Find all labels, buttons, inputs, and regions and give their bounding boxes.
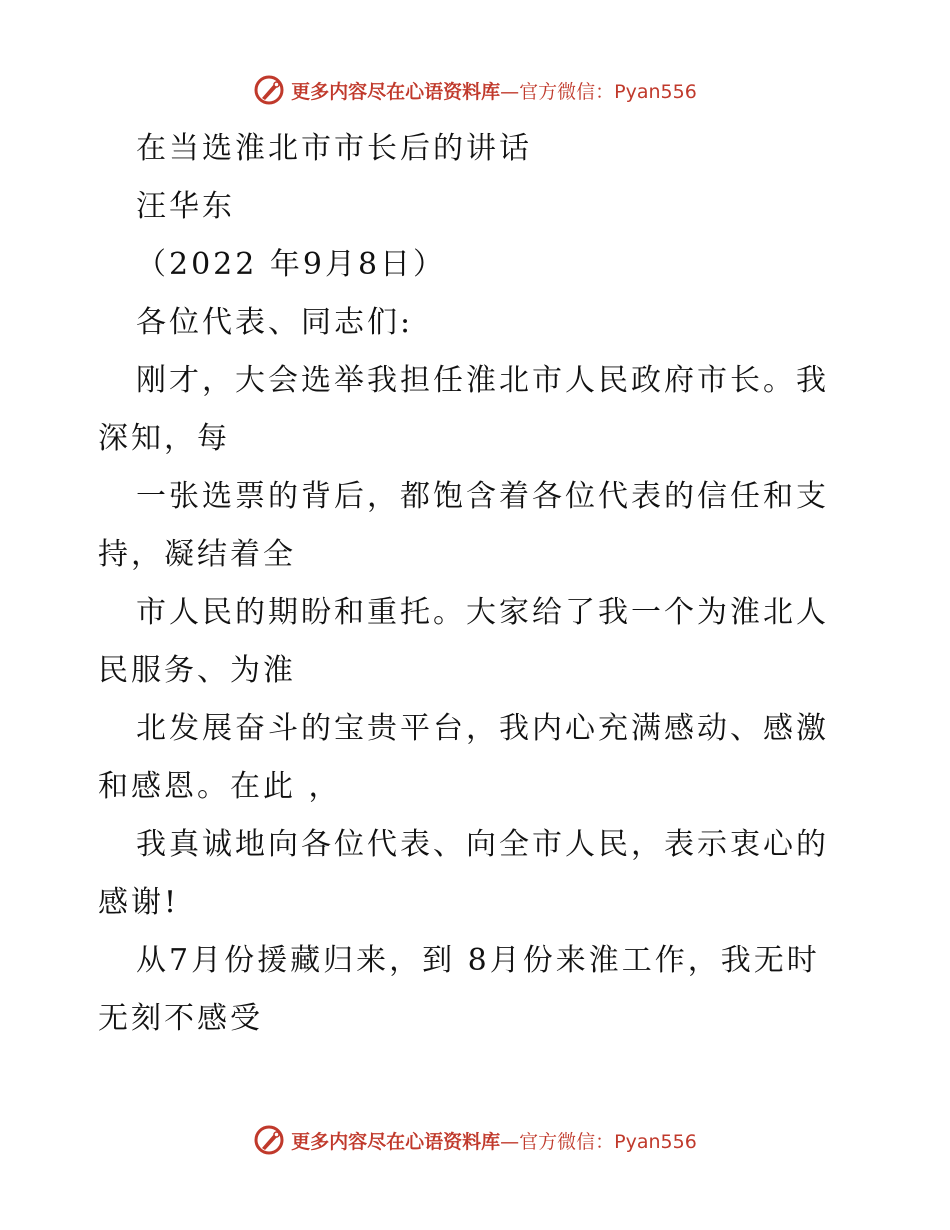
document-title: 在当选淮北市市长后的讲话 xyxy=(136,131,532,166)
footer-watermark xyxy=(0,1120,950,1160)
text-line: 北发展奋斗的宝贵平台，我内心充满感动、感激 xyxy=(136,711,829,746)
text-line: 无刻不感受 xyxy=(98,1001,263,1036)
document-date: （2022 年9月8日） xyxy=(136,247,447,282)
text-line: 民服务、为淮 xyxy=(98,653,296,688)
text-line: 一张选票的背后，都饱含着各位代表的信任和支 xyxy=(136,479,829,514)
quill-logo-icon xyxy=(253,74,285,106)
text-line: 我真诚地向各位代表、向全市人民，表示衷心的 xyxy=(136,827,829,862)
text-line: 从7月份援藏归来，到 8月份来淮工作，我无时 xyxy=(136,943,820,978)
salutation: 各位代表、同志们: xyxy=(136,305,414,340)
watermark-text: 更多内容尽在心语资料库—官方微信：Pyan556 xyxy=(291,80,697,103)
quill-logo-icon xyxy=(253,1124,285,1156)
document-body xyxy=(98,120,858,1048)
text-line: 感谢! xyxy=(98,885,180,920)
text-line: 持，凝结着全 xyxy=(98,537,296,572)
header-watermark xyxy=(0,70,950,110)
text-line: 深知，每 xyxy=(98,421,230,456)
text-line: 刚才，大会选举我担任淮北市人民政府市长。我 xyxy=(136,363,829,398)
document-author: 汪华东 xyxy=(136,189,235,224)
text-line: 市人民的期盼和重托。大家给了我一个为淮北人 xyxy=(136,595,829,630)
text-line: 和感恩。在此 ， xyxy=(98,769,342,804)
watermark-text: 更多内容尽在心语资料库—官方微信：Pyan556 xyxy=(291,1130,697,1153)
